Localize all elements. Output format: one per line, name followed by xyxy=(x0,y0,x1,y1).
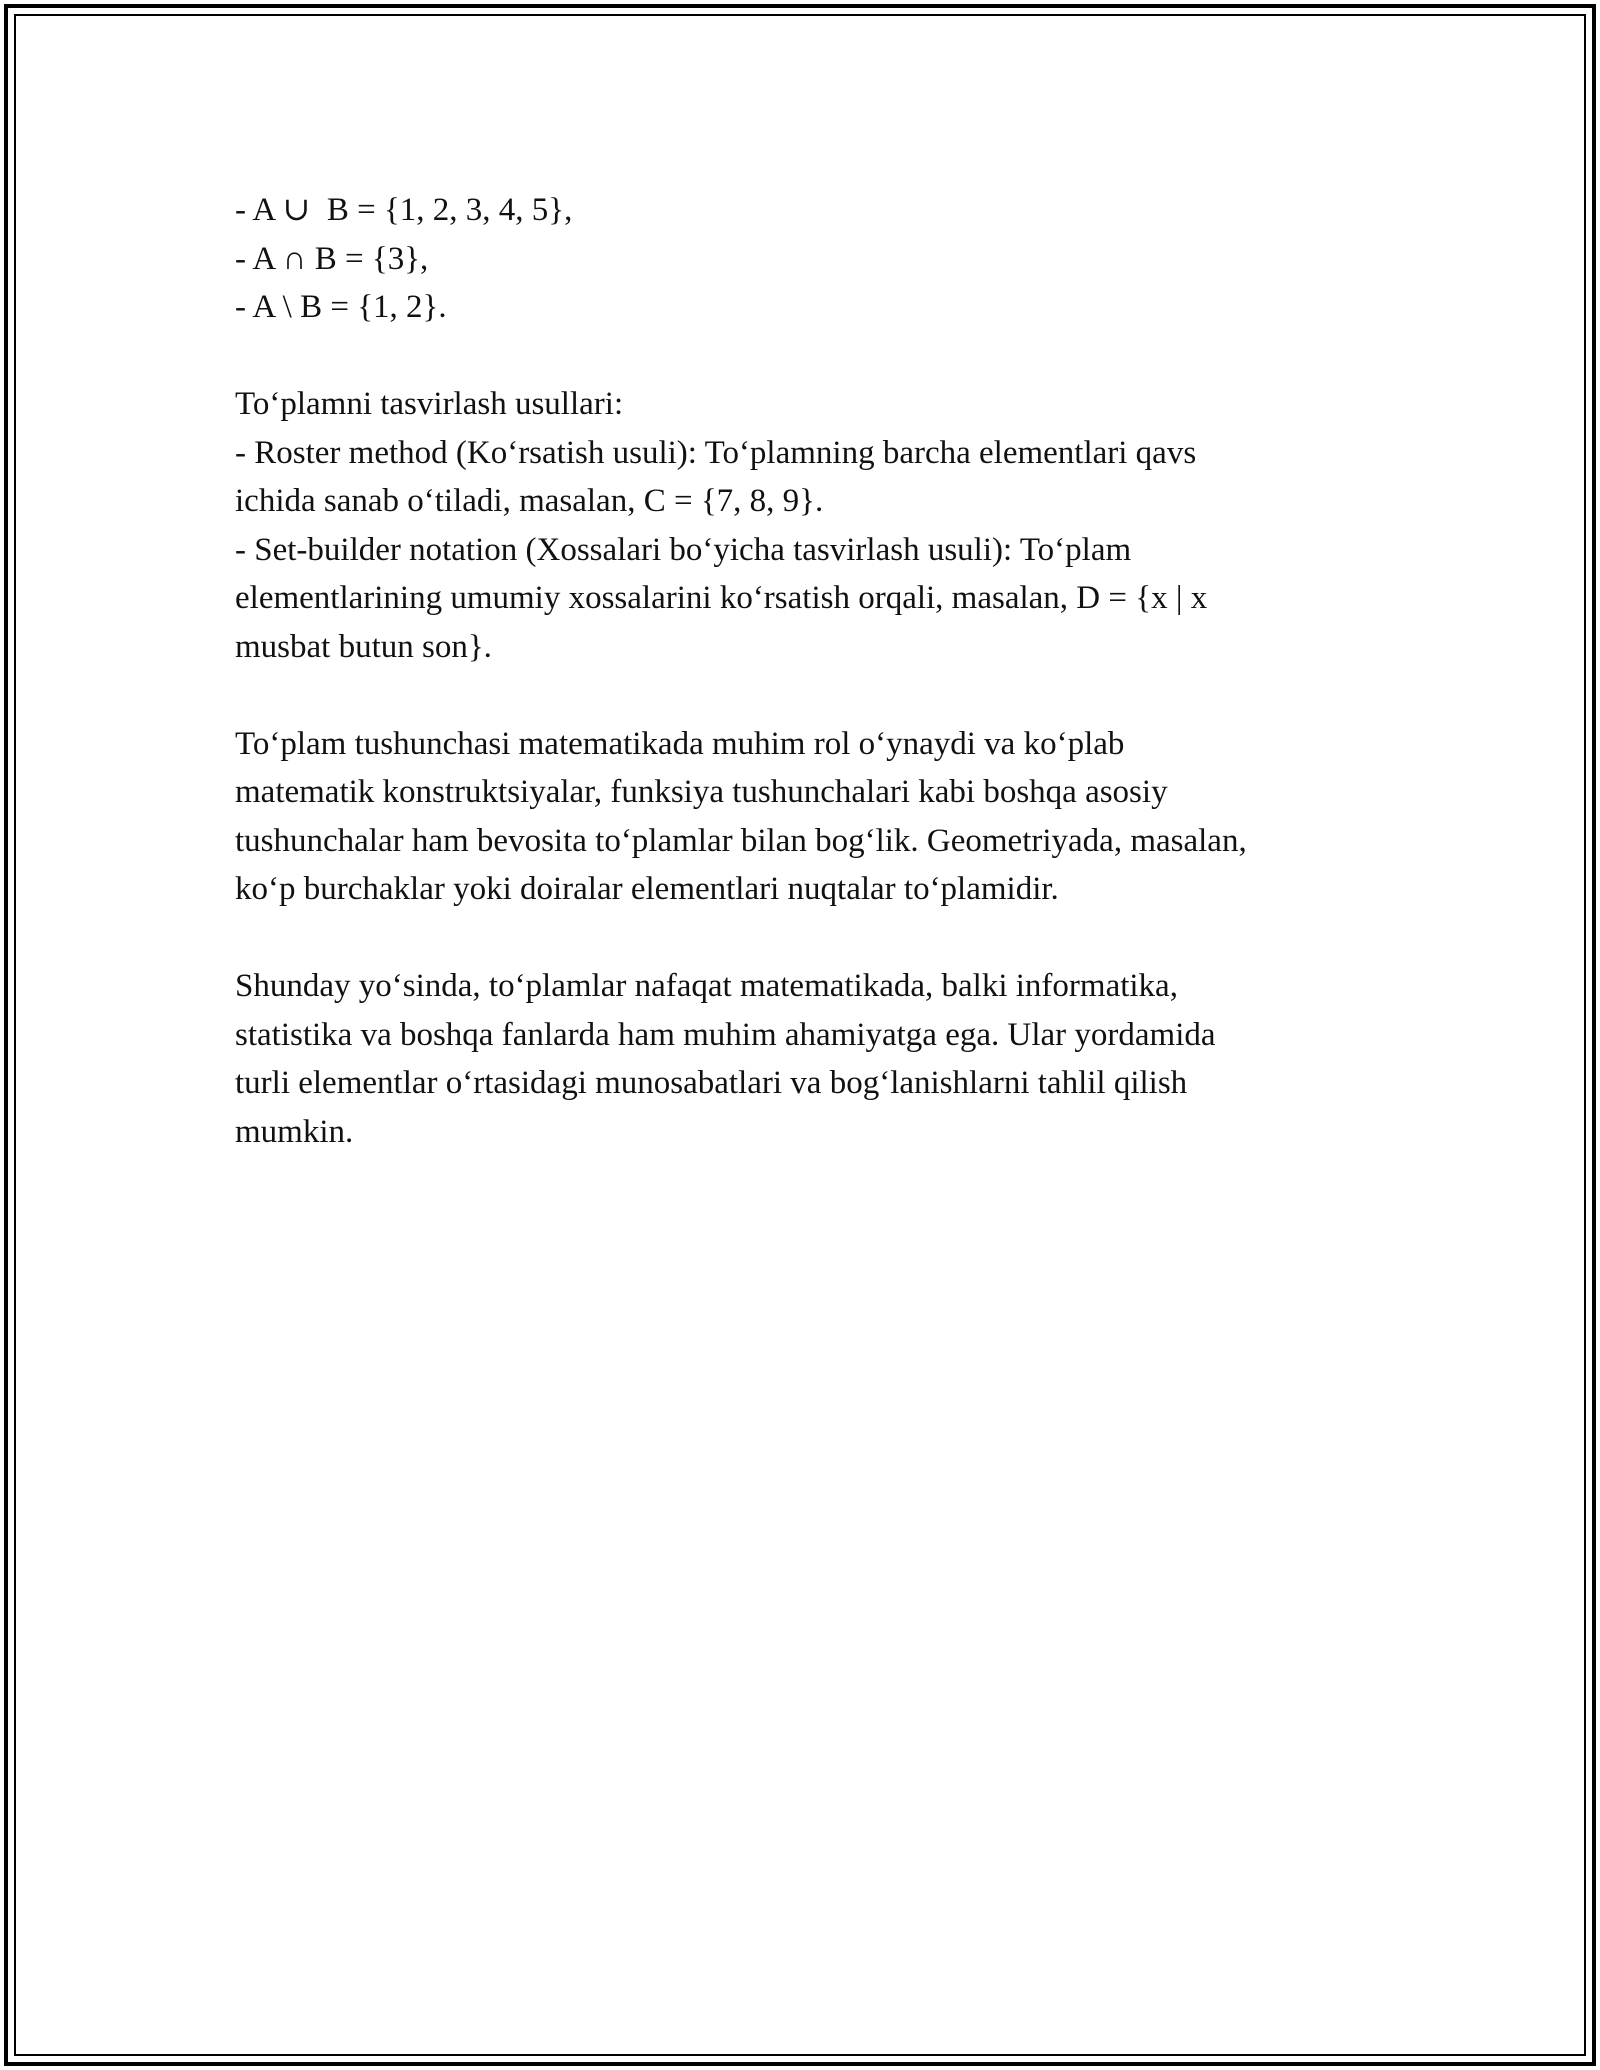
text-line: matematik konstruktsiyalar, funksiya tushunchalari kabi boshqa asosiy xyxy=(235,774,1168,810)
text-line: statistika va boshqa fanlarda ham muhim ahamiyatga ega. Ular yordamida xyxy=(235,1016,1216,1053)
document-body xyxy=(235,186,1365,1156)
text-line: mumkin. xyxy=(235,1113,354,1150)
set-operations-list xyxy=(235,186,1365,332)
text-line: tushunchalar ham bevosita to‘plamlar bilan bog‘lik. Geometriyada, masalan, xyxy=(235,822,1247,859)
text-line: - Set-builder notation (Xossalari bo‘yicha tasvirlash usuli): To‘plam xyxy=(235,531,1132,568)
paragraph-gap xyxy=(235,914,1365,963)
text-line: turli elementlar o‘rtasidagi munosabatlari va bog‘lanishlarni tahlil qilish xyxy=(235,1065,1188,1101)
text-line: To‘plam tushunchasi matematikada muhim rol o‘ynaydi va ko‘plab xyxy=(235,725,1125,762)
set-difference-line: - A \ B = {1, 2}. xyxy=(235,289,447,325)
paragraph-gap xyxy=(235,332,1365,381)
text-line: - Roster method (Ko‘rsatish usuli): To‘plamning barcha elementlari qavs xyxy=(235,434,1197,471)
set-union-line: - A ∪ B = {1, 2, 3, 4, 5}, xyxy=(235,192,573,228)
text-line: ichida sanab o‘tiladi, masalan, C = {7, 8, 9}. xyxy=(235,483,824,519)
paragraph-gap xyxy=(235,671,1365,720)
representation-section xyxy=(235,380,1365,671)
section-heading: To‘plamni tasvirlash usullari: xyxy=(235,386,624,422)
text-line: ko‘p burchaklar yoki doiralar elementlari nuqtalar to‘plamidir. xyxy=(235,871,1059,907)
text-line: musbat butun son}. xyxy=(235,628,492,665)
set-intersection-line: - A ∩ B = {3}, xyxy=(235,240,429,277)
importance-paragraph xyxy=(235,720,1365,914)
text-line: elementlarining umumiy xossalarini ko‘rsatish orqali, masalan, D = {x | x xyxy=(235,580,1208,616)
conclusion-paragraph xyxy=(235,962,1365,1156)
text-line: Shunday yo‘sinda, to‘plamlar nafaqat matematikada, balki informatika, xyxy=(235,968,1178,1004)
